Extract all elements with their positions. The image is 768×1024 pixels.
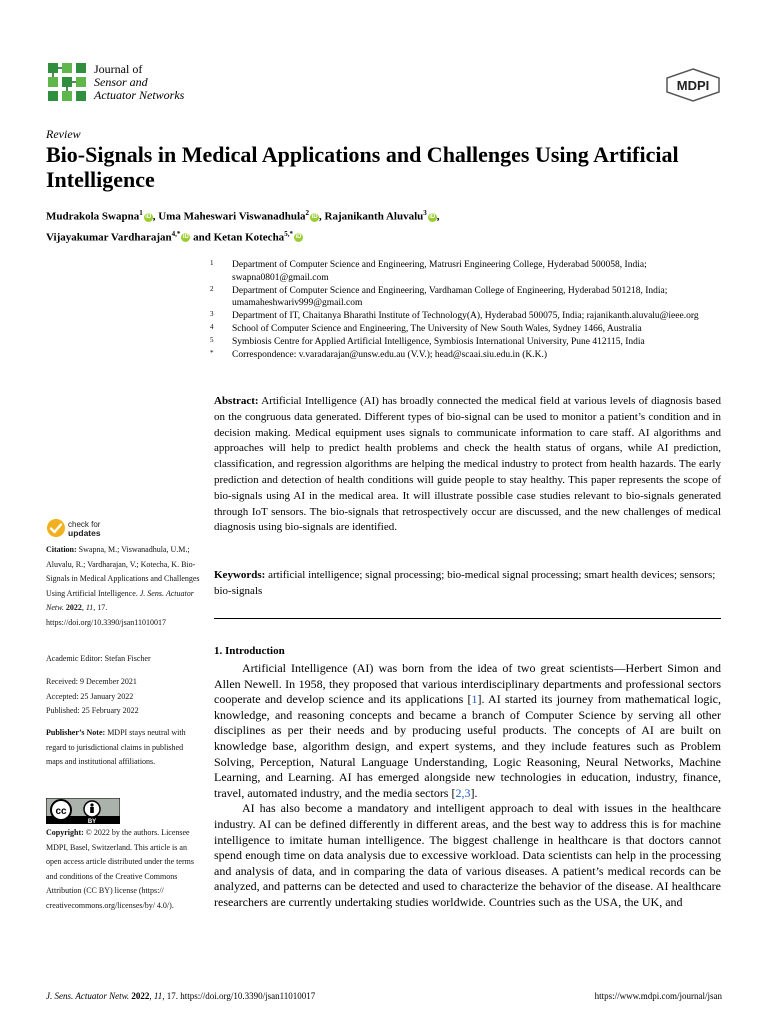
note-text: MDPI stays neutral with regard to jurisdictional claims in published maps and institutional affiliations. [46, 728, 186, 767]
footer-year: 2022 [131, 991, 150, 1001]
keywords [214, 568, 721, 600]
accepted-date: Accepted: 25 January 2022 [46, 691, 134, 701]
author-list [46, 205, 726, 246]
author-name: Ketan Kotecha [213, 231, 285, 244]
affiliation [210, 349, 725, 362]
journal-name-line3: Actuator Networks [94, 88, 185, 102]
author-affiliation-marker: 1 [139, 209, 143, 217]
orcid-icon[interactable]: iD [311, 213, 318, 220]
citation-block: Citation: Swapna, M.; Viswanadhula, U.M.; Aluvalu, R.; Vardharajan, V.; Kotecha, K. Bio-Signals in Medical Applications and Challenges Using Artificial Intelligence. J. Sens. Actuator Netw. 2022, 11, 17. https://doi.org/10.3390/jsan11010017 [46, 545, 200, 627]
introduction-body [214, 661, 721, 911]
cc-by-label: BY [87, 819, 97, 824]
article-type: Review [46, 127, 81, 141]
journal-logo-icon [46, 61, 88, 103]
abstract-label: Abstract: [214, 395, 259, 407]
author-name: Uma Maheswari Viswanadhula [158, 210, 306, 223]
affiliation-number: 3 [210, 310, 214, 318]
author-affiliation-marker: 5,* [284, 229, 293, 238]
abstract-text: Artificial Intelligence (AI) has broadly connected the medical field at various levels of diagnosis based on the congruous data generated. Different types of bio-signal can be used to monitor a patient’s condition and in decision making. Medical equipment uses signals to communicate information to care staff. AI algorithms and approaches will help to predict health problems and check the health status of organs, while AI prediction, classification, and regression algorithms are helping the medical industry to protect from health hazards. The early prediction and detection of health conditions will guide people to stay healthy. This paper represents the scope of bio-signals using AI in the medical area. It will illustrate possible case studies relevant to bio-signals generated through IoT sensors. The bio-signals that retrospectively occur are discussed, and the new challenges of medical diagnosis using bio-signals are identified. [214, 395, 721, 534]
affiliation-text: Symbiosis Centre for Applied Artificial Intelligence, Symbiosis International University, Pune 412115, India [232, 337, 645, 347]
affiliation-text: Department of Computer Science and Engineering, Matrusri Engineering College, Hyderabad 500058, India; swapna0801@gmail.com [232, 260, 647, 283]
footer-journal: J. Sens. Actuator Netw. [46, 991, 130, 1001]
citation-text: Swapna, M.; Viswanadhula, U.M.; Aluvalu, R.; Vardharajan, V.; Kotecha, K. Bio-Signals in Medical Applications and Challenges Using Artificial Intelligence. [46, 545, 200, 598]
mdpi-logo-icon [665, 68, 721, 102]
author-affiliation-marker: 3 [423, 209, 427, 217]
divider [214, 618, 721, 619]
affiliation [210, 310, 725, 323]
author-name: Vijayakumar Vardharajan [46, 231, 172, 244]
author-separator: , [319, 210, 325, 223]
section-heading: 1. Introduction [214, 645, 285, 657]
footer-volume: 11 [153, 991, 163, 1001]
affiliation-number: 5 [210, 336, 214, 344]
abstract [214, 394, 721, 536]
copyright-block [46, 826, 201, 914]
affiliation [210, 285, 725, 310]
citation-volume: 11 [85, 603, 94, 613]
check-for-updates[interactable] [68, 520, 101, 538]
affiliation [210, 259, 725, 284]
publisher-name: MDPI [676, 78, 710, 93]
footer-citation: J. Sens. Actuator Netw. 2022, 11, 17. https://doi.org/10.3390/jsan11010017 [46, 991, 316, 1001]
copyright-label: Copyright: [46, 828, 84, 837]
affiliation-text: School of Computer Science and Engineering, The University of New South Wales, Sydney 1466, Australia [232, 324, 642, 334]
affiliation-text: Department of IT, Chaitanya Bharathi Institute of Technology(A), Hyderabad 500075, India; rajanikanth.aluvalu@ieee.org [232, 311, 699, 321]
author-name: Mudrakola Swapna [46, 210, 140, 223]
cc-by-license-icon[interactable] [46, 798, 120, 824]
paragraph: Artificial Intelligence (AI) was born from the idea of two great scientists—Herbert Simon and Allen Newell. In 1958, they proposed that various interdisciplinary departments and professional sectors cooperate and develop science and its applications [1]. AI started its journey from mathematical logic, knowledge, and reasoning concepts and became a branch of Computer Science by serving all other disciplines as per their needs and by producing useful products. The concepts of AI are built on knowledge base, algorithm design, and expert systems, and they include features such as Problem Solving, Perception, Natural Language Understanding, Logic Reasoning, Neural Networks, Machine Learning, and Learning. AI has emerged alongside new technologies in education, industry, finance, travel, automated industry, and the media sectors [2,3]. [214, 661, 721, 800]
check-for-updates-line1: check for [68, 520, 101, 529]
cc-label: cc [55, 806, 67, 817]
keywords-label: Keywords: [214, 569, 266, 581]
journal-name-line2: Sensor and [94, 75, 148, 89]
journal-name [94, 63, 184, 102]
citation-label: Citation: [46, 545, 77, 554]
footer-doi[interactable]: , 17. https://doi.org/10.3390/jsan11010017 [162, 991, 316, 1001]
journal-name-line1: Journal of [94, 62, 143, 76]
author-affiliation-marker: 2 [305, 209, 310, 217]
paragraph: AI has also become a mandatory and intelligent approach to deal with issues in the healthcare industry. AI can be defined differently in different areas, and the best way to address this is for machine intelligence to imitate human intelligence. The biggest challenge in healthcare is that doctors cannot spend enough time on data analysis due to excessive workload. Data scientists can help in the processing and analysis of data, and in comparing the data of various diseases. A patient’s medical records can be analyzed, and patterns can be detected and used to characterize the behavior of the disease. AI healthcare researchers are currently undertaking studies worldwide. Countries such as the USA, the UK, and [214, 801, 721, 909]
publishers-note [46, 726, 201, 770]
affiliation [210, 336, 725, 349]
note-label: Publisher’s Note: [46, 728, 106, 737]
affiliation-number: 1 [210, 259, 214, 267]
affiliation-number: 4 [210, 323, 214, 331]
citation-link[interactable]: 2,3 [455, 785, 471, 800]
citation-link[interactable]: 1 [471, 692, 478, 707]
author-separator: , [152, 210, 159, 223]
orcid-icon[interactable]: iD [145, 213, 152, 220]
check-for-updates-line2: updates [68, 528, 101, 538]
author-separator: , [436, 210, 440, 223]
citation-year: 2022 [65, 603, 82, 613]
keywords-text: artificial intelligence; signal processing; bio-medical signal processing; smart health devices; sensors; bio-signals [214, 569, 716, 597]
affiliation-text: Correspondence: v.varadarajan@unsw.edu.au (V.V.); head@scaai.siu.edu.in (K.K.) [232, 350, 548, 360]
affiliation [210, 323, 725, 336]
citation-doi[interactable]: , 17. https://doi.org/10.3390/jsan11010017 [46, 603, 167, 627]
dates [46, 675, 201, 719]
orcid-icon[interactable]: iD [429, 213, 436, 220]
academic-editor: Academic Editor: Stefan Fischer [46, 654, 151, 663]
citation-journal: J. Sens. Actuator Netw. [46, 588, 194, 613]
orcid-icon[interactable]: iD [295, 234, 302, 241]
copyright-text: © 2022 by the authors. Licensee MDPI, Basel, Switzerland. This article is an open access article distributed under the terms and conditions of the Creative Commons Attribution (CC BY) license (https:// creativecommons.org/licenses/by/ 4.0/). [46, 828, 194, 910]
author-affiliation-marker: 4,* [171, 229, 181, 238]
check-for-updates-icon[interactable] [46, 518, 66, 538]
page-title: Bio-Signals in Medical Applications and Challenges Using Artificial Intelligence [46, 142, 679, 192]
author-name: Rajanikanth Aluvalu [324, 210, 424, 223]
published-date: Published: 25 February 2022 [46, 706, 139, 716]
affiliation-number: * [210, 349, 214, 357]
affiliation-text: Department of Computer Science and Engineering, Vardhaman College of Engineering, Hyderabad 501218, India; umamaheshwariv999@gmail.com [232, 285, 668, 308]
footer-journal-url[interactable]: https://www.mdpi.com/journal/jsan [594, 991, 722, 1001]
affiliation-number: 2 [210, 284, 214, 293]
received-date: Received: 9 December 2021 [46, 677, 137, 686]
orcid-icon[interactable]: iD [182, 234, 189, 241]
author-separator: and [190, 231, 214, 244]
affiliation-list [210, 259, 725, 362]
